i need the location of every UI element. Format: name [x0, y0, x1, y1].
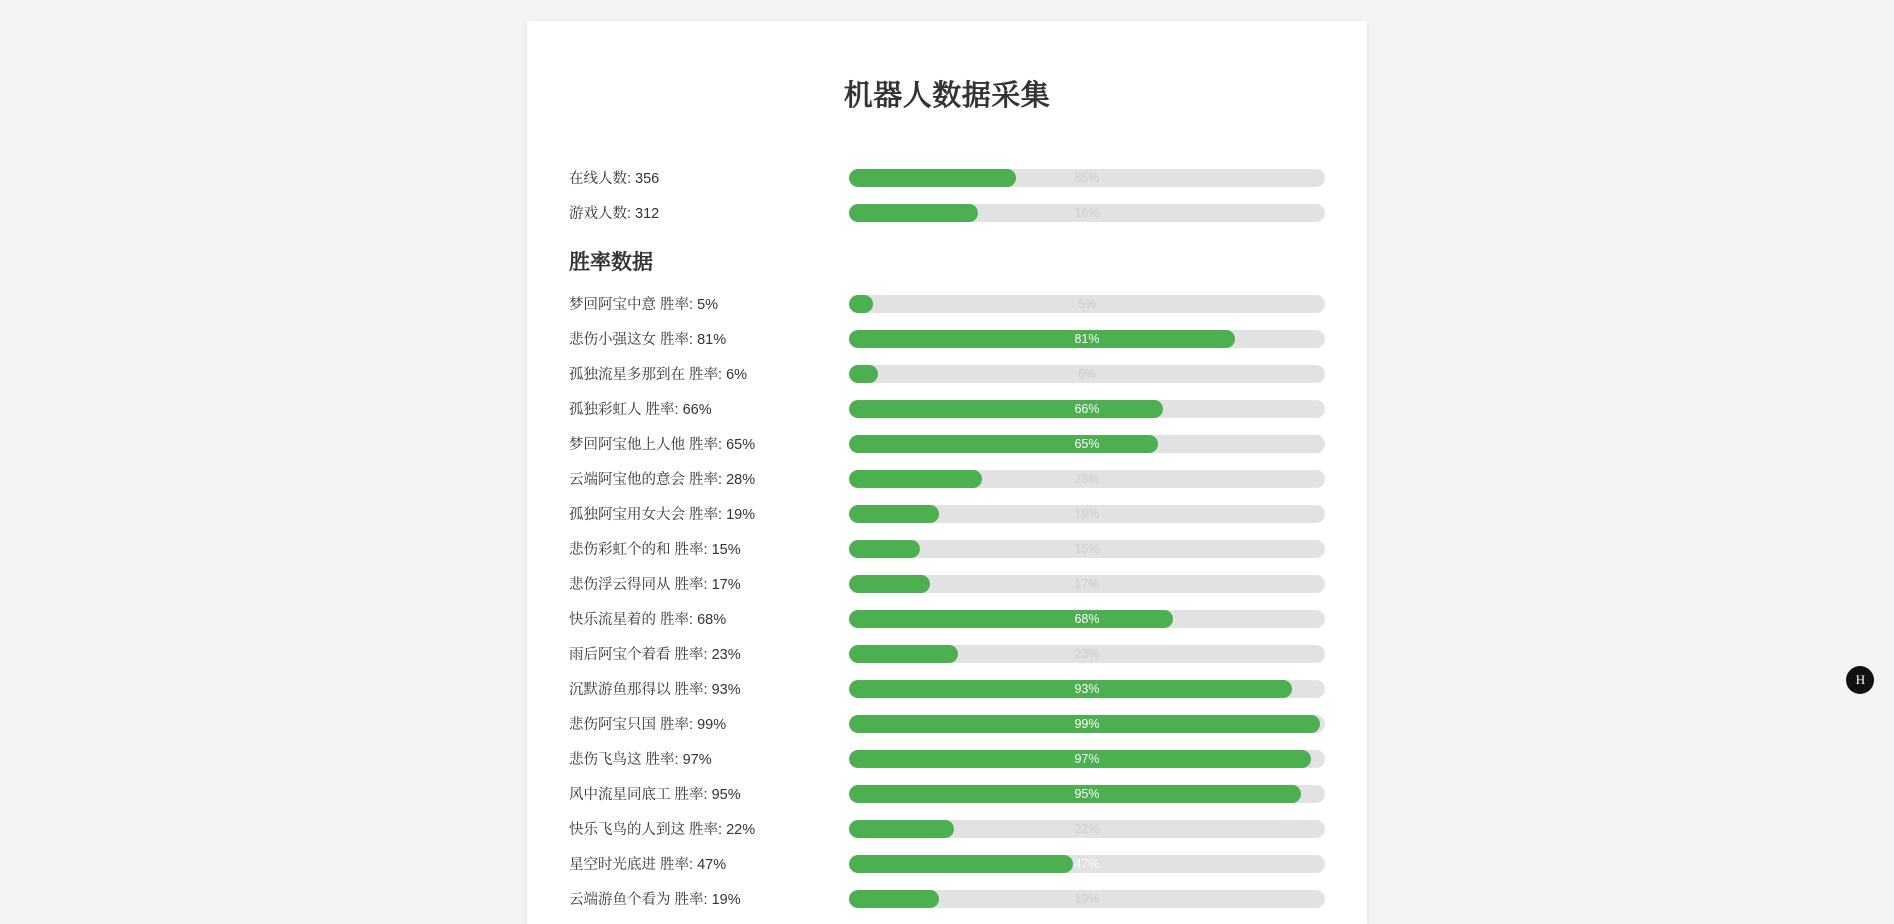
content-card	[527, 21, 1367, 924]
row-label: 雨后阿宝个着看 胜率: 23%	[569, 647, 741, 663]
row-label: 孤独流星多那到在 胜率: 6%	[569, 367, 748, 383]
winrate-rows	[569, 286, 1325, 916]
table-row	[569, 776, 1325, 811]
progress-bar-value: 85%	[1074, 170, 1100, 185]
row-label: 梦回阿宝中意 胜率: 5%	[569, 297, 719, 313]
progress-bar-value: 68%	[1074, 611, 1100, 626]
table-row	[569, 811, 1325, 846]
progress-bar-value: 66%	[1074, 401, 1100, 416]
progress-bar-value: 19%	[1074, 506, 1100, 521]
card-inner	[527, 21, 1367, 916]
row-label: 悲伤飞鸟这 胜率: 97%	[569, 752, 712, 768]
row-label: 云端阿宝他的意会 胜率: 28%	[569, 472, 756, 488]
watermark-badge: H	[1846, 666, 1874, 694]
progress-bar-track	[849, 645, 1325, 663]
progress-bar-track	[849, 169, 1325, 187]
row-label: 游戏人数: 312	[569, 206, 660, 222]
table-row	[569, 531, 1325, 566]
table-row	[569, 426, 1325, 461]
progress-bar-value: 5%	[1077, 296, 1097, 311]
row-label: 悲伤彩虹个的和 胜率: 15%	[569, 542, 741, 558]
table-row	[569, 461, 1325, 496]
progress-bar-value: 17%	[1074, 576, 1100, 591]
progress-bar-track	[849, 820, 1325, 838]
table-row	[569, 496, 1325, 531]
row-label: 悲伤浮云得同从 胜率: 17%	[569, 577, 741, 593]
progress-bar-value: 81%	[1074, 331, 1100, 346]
table-row	[569, 391, 1325, 426]
progress-bar-value: 95%	[1074, 786, 1100, 801]
progress-bar-value: 23%	[1074, 646, 1100, 661]
progress-bar-track	[849, 204, 1325, 222]
row-label: 星空时光底进 胜率: 47%	[569, 857, 727, 873]
row-label: 梦回阿宝他上人他 胜率: 65%	[569, 437, 756, 453]
table-row	[569, 881, 1325, 916]
table-row	[569, 601, 1325, 636]
progress-bar-track	[849, 470, 1325, 488]
table-row	[569, 566, 1325, 601]
table-row	[569, 706, 1325, 741]
progress-bar-track	[849, 575, 1325, 593]
row-label: 快乐飞鸟的人到这 胜率: 22%	[569, 822, 756, 838]
row-label: 云端游鱼个看为 胜率: 19%	[569, 892, 741, 908]
progress-bar-track	[849, 400, 1325, 418]
progress-bar-track	[849, 365, 1325, 383]
row-label: 孤独阿宝用女大会 胜率: 19%	[569, 507, 756, 523]
progress-bar-track	[849, 680, 1325, 698]
row-label: 悲伤小强这女 胜率: 81%	[569, 332, 727, 348]
progress-bar-value: 65%	[1074, 436, 1100, 451]
progress-bar-track	[849, 750, 1325, 768]
table-row	[569, 671, 1325, 706]
progress-bar-value: 47%	[1074, 856, 1100, 871]
table-row	[569, 846, 1325, 881]
progress-bar-track	[849, 855, 1325, 873]
table-row	[569, 321, 1325, 356]
row-label: 沉默游鱼那得以 胜率: 93%	[569, 682, 741, 698]
progress-bar-value: 22%	[1074, 821, 1100, 836]
progress-bar-value: 97%	[1074, 751, 1100, 766]
row-label: 孤独彩虹人 胜率: 66%	[569, 402, 712, 418]
table-row	[569, 636, 1325, 671]
progress-bar-value: 19%	[1074, 891, 1100, 906]
row-label: 在线人数: 356	[569, 171, 660, 187]
table-row	[569, 741, 1325, 776]
progress-bar-track	[849, 610, 1325, 628]
progress-bar-track	[849, 435, 1325, 453]
progress-bar-track	[849, 295, 1325, 313]
progress-bar-value: 28%	[1074, 471, 1100, 486]
summary-rows	[569, 160, 1325, 230]
progress-bar-value: 6%	[1077, 366, 1097, 381]
progress-bar-value: 16%	[1074, 205, 1100, 220]
progress-bar-value: 99%	[1074, 716, 1100, 731]
section-header	[569, 236, 1325, 286]
table-row	[569, 286, 1325, 321]
row-label: 悲伤阿宝只国 胜率: 99%	[569, 717, 727, 733]
table-row	[569, 195, 1325, 230]
section-title-wrap	[569, 246, 849, 276]
table-row	[569, 356, 1325, 391]
row-label: 风中流星同底工 胜率: 95%	[569, 787, 741, 803]
progress-bar-track	[849, 540, 1325, 558]
progress-bar-track	[849, 890, 1325, 908]
progress-bar-track	[849, 505, 1325, 523]
page-title: 机器人数据采集	[843, 80, 1051, 112]
row-label: 快乐流星着的 胜率: 68%	[569, 612, 727, 628]
progress-bar-track	[849, 785, 1325, 803]
table-row	[569, 160, 1325, 195]
progress-bar-value: 15%	[1074, 541, 1100, 556]
progress-bar-track	[849, 330, 1325, 348]
progress-bar-track	[849, 715, 1325, 733]
section-title: 胜率数据	[569, 251, 653, 274]
progress-bar-value: 93%	[1074, 681, 1100, 696]
